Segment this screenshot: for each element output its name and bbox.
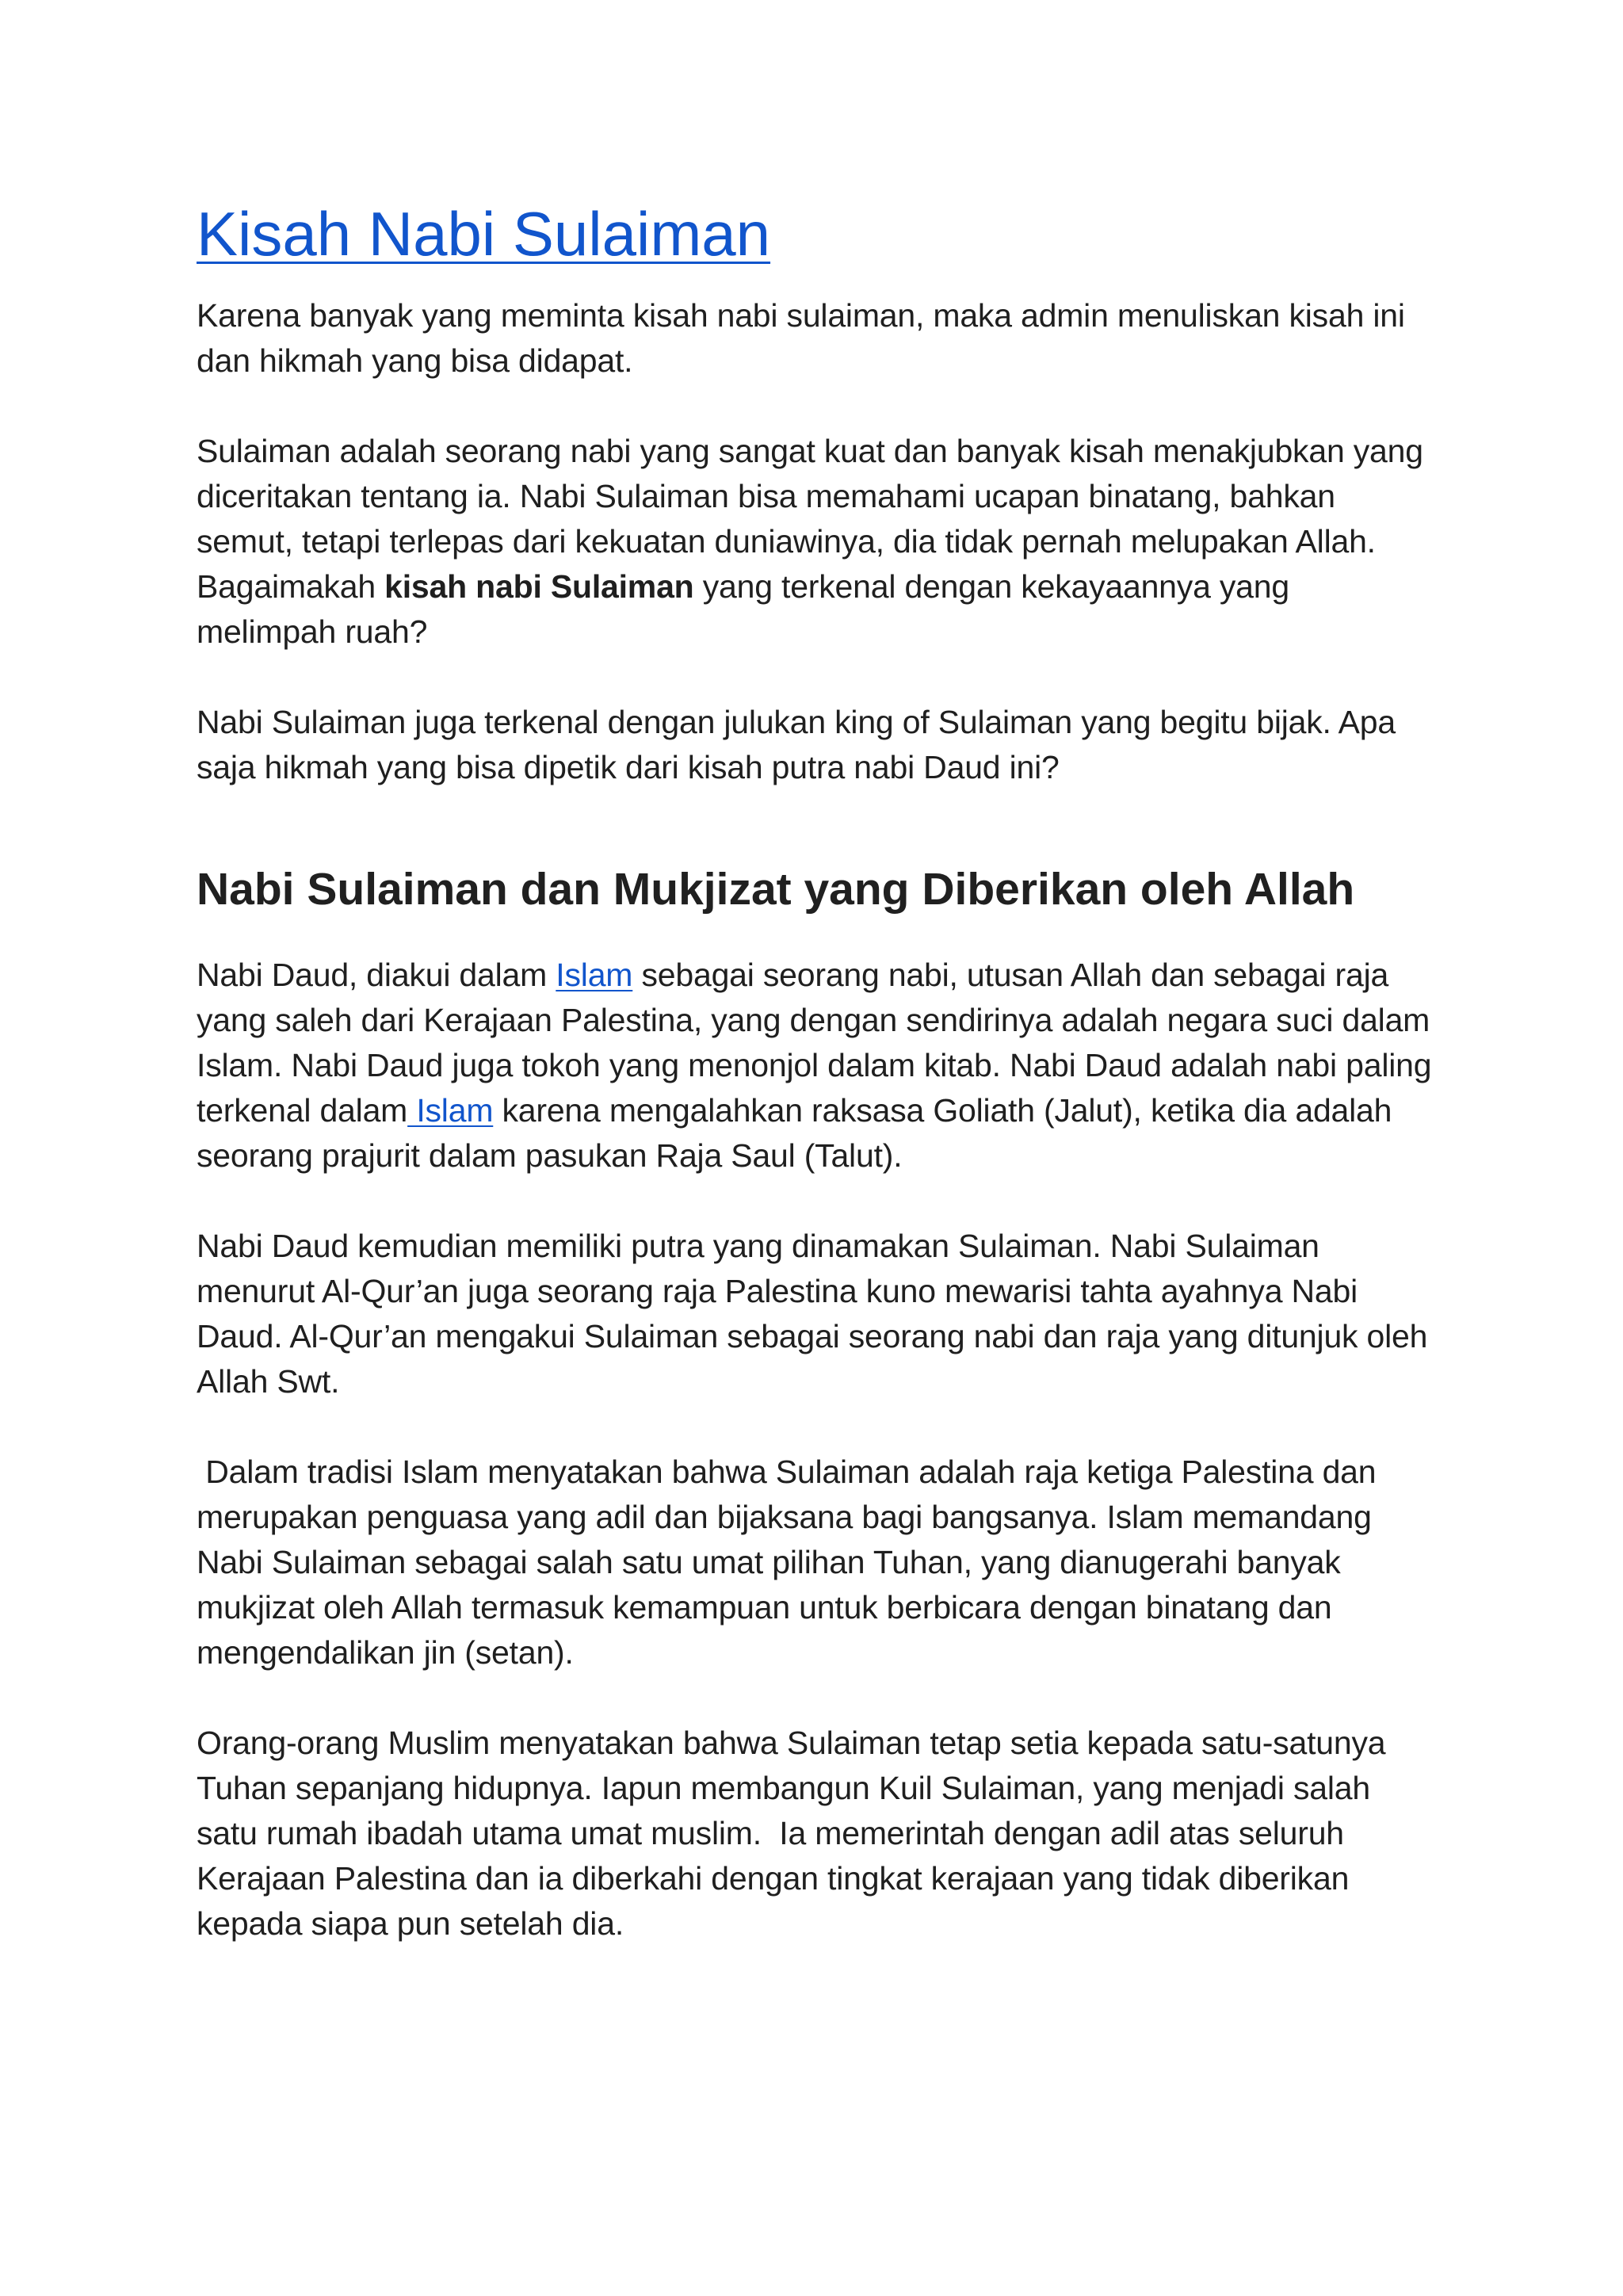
paragraph-7: Orang-orang Muslim menyatakan bahwa Sulaiman tetap setia kepada satu-satunya Tuhan sepanjang hidupnya. Iapun membangun Kuil Sulaiman, yang menjadi salah satu rumah ibadah utama umat muslim. Ia memerintah dengan adil atas seluruh Kerajaan Palestina dan ia diberkahi dengan tingkat kerajaan yang tidak diberikan kepada siapa pun setelah dia. — [197, 1725, 1394, 1942]
paragraph-3: Nabi Sulaiman juga terkenal dengan julukan king of Sulaiman yang begitu bijak. Apa saja hikmah yang bisa dipetik dari kisah putra nabi Daud ini? — [197, 704, 1396, 785]
islam-link-2[interactable]: Islam — [407, 1092, 494, 1129]
paragraph-2-text-b: yang terkenal dengan kekayaannya yang melimpah ruah? — [197, 568, 1289, 650]
page-title — [197, 182, 1433, 285]
title-link[interactable]: Kisah Nabi Sulaiman — [197, 199, 771, 269]
paragraph-4-text-a: Nabi Daud, diakui dalam — [197, 957, 556, 993]
intro-paragraph: Karena banyak yang meminta kisah nabi sulaiman, maka admin menuliskan kisah ini dan hikmah yang bisa didapat. — [197, 297, 1405, 379]
islam-link-1[interactable]: Islam — [556, 957, 633, 993]
document-body — [197, 182, 1433, 1992]
section-heading: Nabi Sulaiman dan Mukjizat yang Diberikan oleh Allah — [197, 864, 1355, 915]
bold-phrase: kisah nabi Sulaiman — [384, 568, 694, 605]
paragraph-4-text-c: karena mengalahkan raksasa Goliath (Jalut), ketika dia adalah seorang prajurit dalam pasukan Raja Saul (Talut). — [197, 1092, 1392, 1174]
paragraph-4-text-b: sebagai seorang nabi, utusan Allah dan sebagai raja yang saleh dari Kerajaan Palestina, yang dengan sendirinya adalah negara suci dalam Islam. Nabi Daud juga tokoh yang menonjol dalam kitab. Nabi Daud adalah nabi paling terkenal dalam — [197, 957, 1432, 1129]
paragraph-5: Nabi Daud kemudian memiliki putra yang dinamakan Sulaiman. Nabi Sulaiman menurut Al-Qur’an juga seorang raja Palestina kuno mewarisi tahta ayahnya Nabi Daud. Al-Qur’an mengakui Sulaiman sebagai seorang nabi dan raja yang ditunjuk oleh Allah Swt. — [197, 1228, 1428, 1400]
paragraph-2-text-a: Sulaiman adalah seorang nabi yang sangat kuat dan banyak kisah menakjubkan yang diceritakan tentang ia. Nabi Sulaiman bisa memahami ucapan binatang, bahkan semut, tetapi terlepas dari kekuatan duniawinya, dia tidak pernah melupakan Allah. Bagaimakah — [197, 433, 1423, 605]
paragraph-4 — [197, 953, 1433, 1179]
paragraph-2 — [197, 429, 1433, 655]
paragraph-6: Dalam tradisi Islam menyatakan bahwa Sulaiman adalah raja ketiga Palestina dan merupakan penguasa yang adil dan bijaksana bagi bangsanya. Islam memandang Nabi Sulaiman sebagai salah satu umat pilihan Tuhan, yang dianugerahi banyak mukjizat oleh Allah termasuk kemampuan untuk berbicara dengan binatang dan mengendalikan jin (setan). — [197, 1454, 1385, 1671]
